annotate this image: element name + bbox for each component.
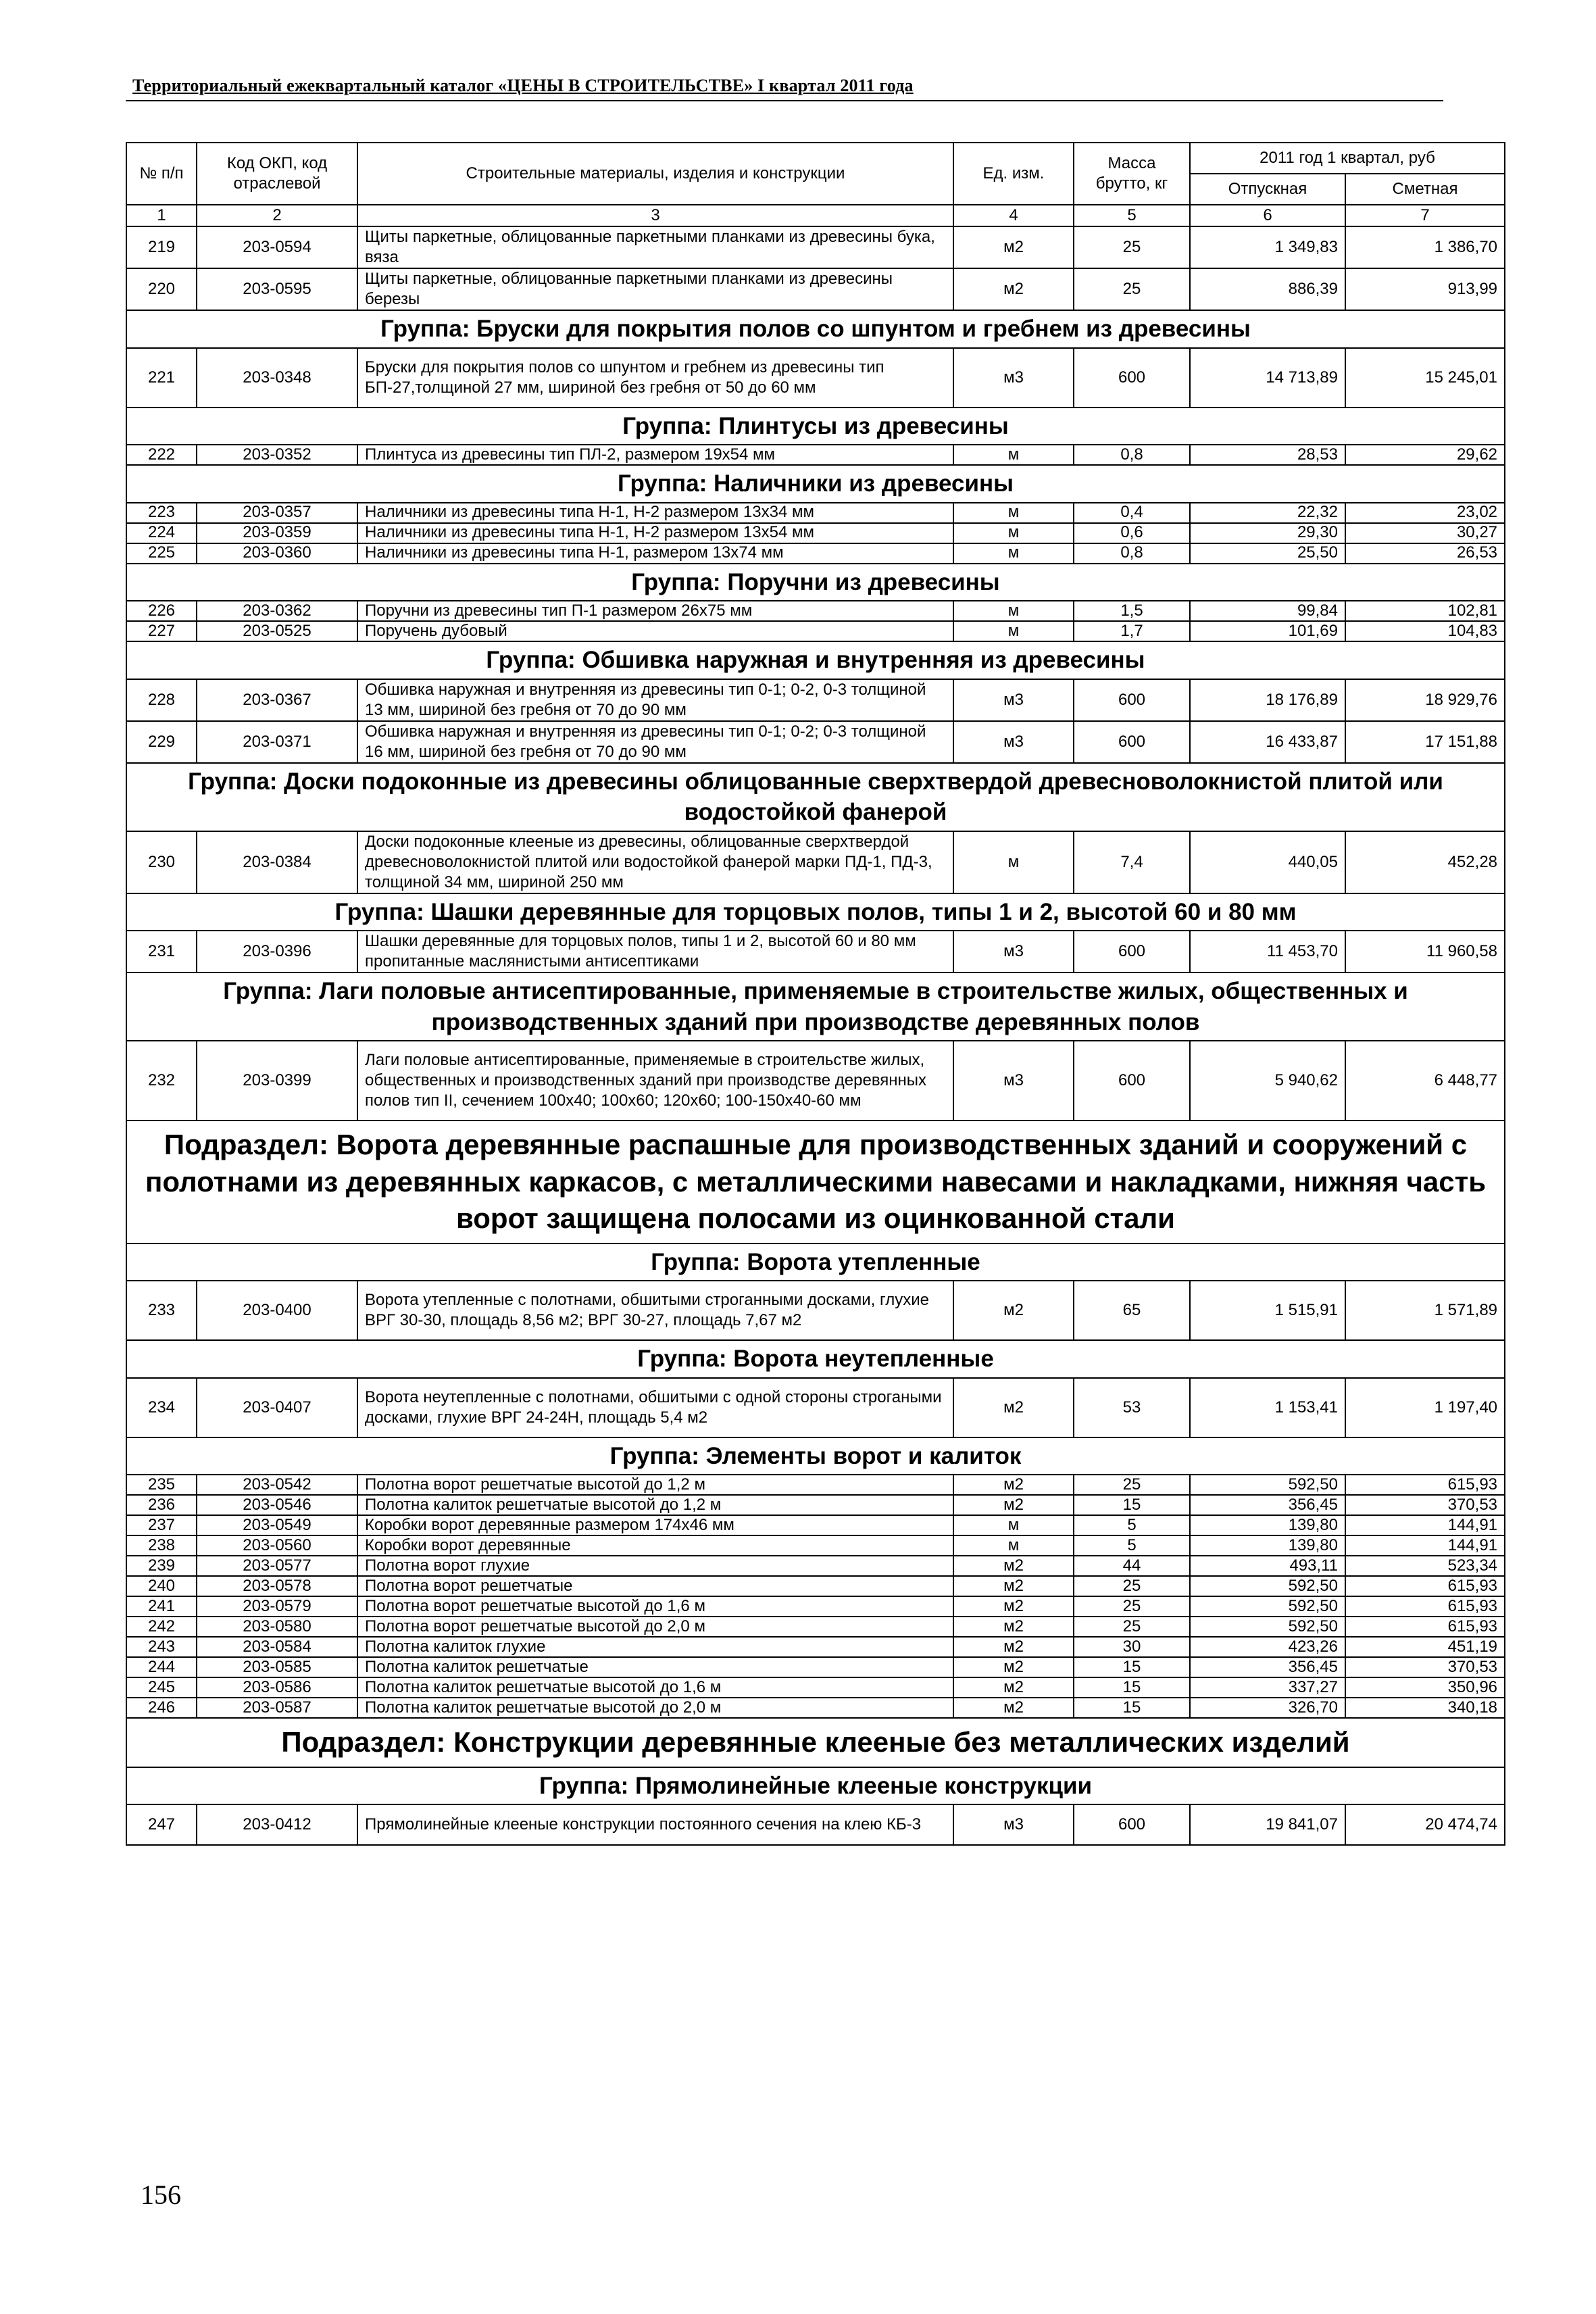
unit: м2 — [953, 1596, 1074, 1617]
unit: м2 — [953, 1475, 1074, 1495]
item-name: Наличники из древесины типа Н-1, размером 13х74 мм — [357, 543, 953, 564]
group-heading: Группа: Поручни из древесины — [126, 564, 1505, 601]
unit: м2 — [953, 1556, 1074, 1576]
okp-code: 203-0594 — [197, 226, 357, 268]
group-heading: Группа: Наличники из древесины — [126, 465, 1505, 503]
price-estimate: 451,19 — [1345, 1637, 1505, 1657]
price-sale: 1 515,91 — [1190, 1281, 1345, 1340]
price-estimate: 23,02 — [1345, 503, 1505, 523]
table-row — [126, 348, 1505, 408]
item-name: Полотна ворот решетчатые высотой до 2,0 м — [357, 1617, 953, 1637]
row-number: 241 — [126, 1596, 197, 1617]
table-row — [126, 226, 1505, 268]
unit: м — [953, 1535, 1074, 1556]
item-name: Полотна калиток решетчатые — [357, 1657, 953, 1677]
subsection-heading-row — [126, 1718, 1505, 1767]
item-name: Прямолинейные клееные конструкции постоянного сечения на клею КБ-3 — [357, 1804, 953, 1845]
unit: м — [953, 601, 1074, 621]
unit: м2 — [953, 1617, 1074, 1637]
table-row — [126, 1515, 1505, 1535]
mass-gross: 600 — [1074, 1804, 1190, 1845]
okp-code: 203-0399 — [197, 1041, 357, 1121]
price-estimate: 20 474,74 — [1345, 1804, 1505, 1845]
col-header-code: Код ОКП, код отраслевой — [197, 143, 357, 205]
row-number: 238 — [126, 1535, 197, 1556]
price-catalog-table — [126, 142, 1505, 1846]
mass-gross: 600 — [1074, 1041, 1190, 1121]
unit: м2 — [953, 1637, 1074, 1657]
price-estimate: 29,62 — [1345, 445, 1505, 465]
mass-gross: 44 — [1074, 1556, 1190, 1576]
row-number: 224 — [126, 523, 197, 543]
price-sale: 1 349,83 — [1190, 226, 1345, 268]
mass-gross: 15 — [1074, 1495, 1190, 1515]
table-row — [126, 1677, 1505, 1698]
price-sale: 423,26 — [1190, 1637, 1345, 1657]
table-row — [126, 1617, 1505, 1637]
unit: м2 — [953, 1576, 1074, 1596]
price-estimate: 452,28 — [1345, 831, 1505, 893]
row-number: 243 — [126, 1637, 197, 1657]
price-estimate: 11 960,58 — [1345, 931, 1505, 973]
price-sale: 101,69 — [1190, 621, 1345, 641]
item-name: Обшивка наружная и внутренняя из древесины тип 0-1; 0-2, 0-3 толщиной 13 мм, шириной без гребня от 70 до 90 мм — [357, 679, 953, 721]
unit: м — [953, 621, 1074, 641]
col-number: 1 — [126, 205, 197, 226]
mass-gross: 25 — [1074, 1617, 1190, 1637]
mass-gross: 25 — [1074, 1596, 1190, 1617]
col-number: 5 — [1074, 205, 1190, 226]
okp-code: 203-0584 — [197, 1637, 357, 1657]
item-name: Полотна калиток решетчатые высотой до 2,0 м — [357, 1698, 953, 1718]
row-number: 231 — [126, 931, 197, 973]
mass-gross: 65 — [1074, 1281, 1190, 1340]
price-sale: 99,84 — [1190, 601, 1345, 621]
item-name: Наличники из древесины типа Н-1, Н-2 размером 13х54 мм — [357, 523, 953, 543]
col-number: 2 — [197, 205, 357, 226]
okp-code: 203-0348 — [197, 348, 357, 408]
row-number: 221 — [126, 348, 197, 408]
subsection-heading: Подраздел: Конструкции деревянные клееные без металлических изделий — [126, 1718, 1505, 1767]
price-sale: 11 453,70 — [1190, 931, 1345, 973]
price-estimate: 104,83 — [1345, 621, 1505, 641]
row-number: 220 — [126, 268, 197, 310]
col-number: 6 — [1190, 205, 1345, 226]
group-heading-row — [126, 763, 1505, 831]
col-header-period: 2011 год 1 квартал, руб — [1190, 143, 1505, 174]
unit: м — [953, 543, 1074, 564]
row-number: 242 — [126, 1617, 197, 1637]
row-number: 240 — [126, 1576, 197, 1596]
col-number: 7 — [1345, 205, 1505, 226]
row-number: 236 — [126, 1495, 197, 1515]
okp-code: 203-0384 — [197, 831, 357, 893]
table-row — [126, 1041, 1505, 1121]
mass-gross: 600 — [1074, 931, 1190, 973]
okp-code: 203-0595 — [197, 268, 357, 310]
price-estimate: 1 386,70 — [1345, 226, 1505, 268]
item-name: Полотна калиток глухие — [357, 1637, 953, 1657]
item-name: Полотна калиток решетчатые высотой до 1,2 м — [357, 1495, 953, 1515]
group-heading-row — [126, 408, 1505, 445]
page-number: 156 — [141, 2180, 181, 2210]
okp-code: 203-0549 — [197, 1515, 357, 1535]
group-heading: Группа: Прямолинейные клееные конструкции — [126, 1767, 1505, 1805]
catalog-header: Территориальный ежеквартальный каталог «ЦЕНЫ В СТРОИТЕЛЬСТВЕ» I квартал 2011 года — [132, 76, 914, 95]
table-row — [126, 1657, 1505, 1677]
price-estimate: 370,53 — [1345, 1657, 1505, 1677]
okp-code: 203-0407 — [197, 1378, 357, 1437]
price-sale: 592,50 — [1190, 1596, 1345, 1617]
group-heading: Группа: Ворота неутепленные — [126, 1340, 1505, 1378]
okp-code: 203-0525 — [197, 621, 357, 641]
price-estimate: 340,18 — [1345, 1698, 1505, 1718]
price-sale: 22,32 — [1190, 503, 1345, 523]
price-sale: 19 841,07 — [1190, 1804, 1345, 1845]
item-name: Ворота неутепленные с полотнами, обшитыми с одной стороны строгаными досками, глухие ВРГ 24-24Н, площадь 5,4 м2 — [357, 1378, 953, 1437]
item-name: Полотна ворот решетчатые — [357, 1576, 953, 1596]
item-name: Коробки ворот деревянные размером 174х46 мм — [357, 1515, 953, 1535]
item-name: Полотна ворот решетчатые высотой до 1,6 м — [357, 1596, 953, 1617]
okp-code: 203-0546 — [197, 1495, 357, 1515]
okp-code: 203-0412 — [197, 1804, 357, 1845]
price-estimate: 350,96 — [1345, 1677, 1505, 1698]
item-name: Плинтуса из древесины тип ПЛ-2, размером 19х54 мм — [357, 445, 953, 465]
item-name: Доски подоконные клееные из древесины, облицованные сверхтвердой древесноволокнистой плитой или водостойкой фанерой марки ПД-1, ПД-3, толщиной 34 мм, шириной 250 мм — [357, 831, 953, 893]
unit: м3 — [953, 721, 1074, 763]
okp-code: 203-0586 — [197, 1677, 357, 1698]
mass-gross: 1,5 — [1074, 601, 1190, 621]
unit: м3 — [953, 931, 1074, 973]
price-estimate: 6 448,77 — [1345, 1041, 1505, 1121]
row-number: 247 — [126, 1804, 197, 1845]
price-sale: 5 940,62 — [1190, 1041, 1345, 1121]
price-sale: 326,70 — [1190, 1698, 1345, 1718]
price-sale: 29,30 — [1190, 523, 1345, 543]
table-row — [126, 1475, 1505, 1495]
okp-code: 203-0352 — [197, 445, 357, 465]
item-name: Полотна ворот решетчатые высотой до 1,2 м — [357, 1475, 953, 1495]
row-number: 227 — [126, 621, 197, 641]
price-estimate: 913,99 — [1345, 268, 1505, 310]
row-number: 245 — [126, 1677, 197, 1698]
table-row — [126, 1804, 1505, 1845]
price-sale: 592,50 — [1190, 1576, 1345, 1596]
group-heading-row — [126, 310, 1505, 348]
group-heading-row — [126, 1244, 1505, 1281]
price-estimate: 615,93 — [1345, 1617, 1505, 1637]
group-heading-row — [126, 1437, 1505, 1475]
mass-gross: 5 — [1074, 1515, 1190, 1535]
mass-gross: 600 — [1074, 348, 1190, 408]
table-row — [126, 721, 1505, 763]
price-sale: 139,80 — [1190, 1535, 1345, 1556]
okp-code: 203-0400 — [197, 1281, 357, 1340]
col-number: 3 — [357, 205, 953, 226]
item-name: Ворота утепленные с полотнами, обшитыми строганными досками, глухие ВРГ 30-30, площадь 8,56 м2; ВРГ 30-27, площадь 7,67 м2 — [357, 1281, 953, 1340]
mass-gross: 0,6 — [1074, 523, 1190, 543]
price-sale: 28,53 — [1190, 445, 1345, 465]
item-name: Щиты паркетные, облицованные паркетными планками из древесины березы — [357, 268, 953, 310]
unit: м — [953, 503, 1074, 523]
mass-gross: 600 — [1074, 679, 1190, 721]
group-heading: Группа: Ворота утепленные — [126, 1244, 1505, 1281]
row-number: 244 — [126, 1657, 197, 1677]
item-name: Коробки ворот деревянные — [357, 1535, 953, 1556]
header-row-top — [126, 143, 1505, 174]
okp-code: 203-0542 — [197, 1475, 357, 1495]
price-estimate: 523,34 — [1345, 1556, 1505, 1576]
price-sale: 592,50 — [1190, 1617, 1345, 1637]
subsection-heading-row — [126, 1121, 1505, 1244]
mass-gross: 25 — [1074, 1475, 1190, 1495]
mass-gross: 53 — [1074, 1378, 1190, 1437]
table-row — [126, 268, 1505, 310]
mass-gross: 1,7 — [1074, 621, 1190, 641]
price-estimate: 18 929,76 — [1345, 679, 1505, 721]
row-number: 229 — [126, 721, 197, 763]
mass-gross: 600 — [1074, 721, 1190, 763]
unit: м2 — [953, 1378, 1074, 1437]
okp-code: 203-0579 — [197, 1596, 357, 1617]
row-number: 230 — [126, 831, 197, 893]
price-estimate: 1 571,89 — [1345, 1281, 1505, 1340]
item-name: Бруски для покрытия полов со шпунтом и гребнем из древесины тип БП-27,толщиной 27 мм, шириной без гребня от 50 до 60 мм — [357, 348, 953, 408]
price-sale: 16 433,87 — [1190, 721, 1345, 763]
price-sale: 139,80 — [1190, 1515, 1345, 1535]
price-sale: 886,39 — [1190, 268, 1345, 310]
okp-code: 203-0585 — [197, 1657, 357, 1677]
table-row — [126, 503, 1505, 523]
row-number: 228 — [126, 679, 197, 721]
okp-code: 203-0578 — [197, 1576, 357, 1596]
okp-code: 203-0357 — [197, 503, 357, 523]
okp-code: 203-0371 — [197, 721, 357, 763]
price-estimate: 30,27 — [1345, 523, 1505, 543]
table-row — [126, 1698, 1505, 1718]
table-row — [126, 1556, 1505, 1576]
group-heading: Группа: Доски подоконные из древесины облицованные сверхтвердой древесноволокнистой плитой или водостойкой фанерой — [126, 763, 1505, 831]
mass-gross: 25 — [1074, 268, 1190, 310]
mass-gross: 15 — [1074, 1677, 1190, 1698]
price-sale: 14 713,89 — [1190, 348, 1345, 408]
group-heading-row — [126, 893, 1505, 931]
okp-code: 203-0362 — [197, 601, 357, 621]
table-row — [126, 679, 1505, 721]
group-heading: Группа: Плинтусы из древесины — [126, 408, 1505, 445]
okp-code: 203-0560 — [197, 1535, 357, 1556]
table-row — [126, 543, 1505, 564]
row-number: 239 — [126, 1556, 197, 1576]
item-name: Обшивка наружная и внутренняя из древесины тип 0-1; 0-2; 0-3 толщиной 16 мм, шириной без гребня от 70 до 90 мм — [357, 721, 953, 763]
table-row — [126, 1576, 1505, 1596]
unit: м2 — [953, 1677, 1074, 1698]
mass-gross: 25 — [1074, 226, 1190, 268]
unit: м — [953, 1515, 1074, 1535]
unit: м3 — [953, 679, 1074, 721]
table-row — [126, 601, 1505, 621]
row-number: 246 — [126, 1698, 197, 1718]
group-heading: Группа: Шашки деревянные для торцовых полов, типы 1 и 2, высотой 60 и 80 мм — [126, 893, 1505, 931]
col-header-sale: Отпускная — [1190, 174, 1345, 205]
item-name: Полотна ворот глухие — [357, 1556, 953, 1576]
unit: м — [953, 831, 1074, 893]
table-row — [126, 1378, 1505, 1437]
price-estimate: 144,91 — [1345, 1515, 1505, 1535]
table-row — [126, 523, 1505, 543]
price-estimate: 615,93 — [1345, 1475, 1505, 1495]
unit: м3 — [953, 348, 1074, 408]
row-number: 235 — [126, 1475, 197, 1495]
price-sale: 25,50 — [1190, 543, 1345, 564]
unit: м2 — [953, 1657, 1074, 1677]
group-heading-row — [126, 1340, 1505, 1378]
price-sale: 356,45 — [1190, 1657, 1345, 1677]
unit: м3 — [953, 1804, 1074, 1845]
mass-gross: 25 — [1074, 1576, 1190, 1596]
group-heading: Группа: Бруски для покрытия полов со шпунтом и гребнем из древесины — [126, 310, 1505, 348]
table-row — [126, 1281, 1505, 1340]
row-number: 225 — [126, 543, 197, 564]
unit: м2 — [953, 1495, 1074, 1515]
okp-code: 203-0359 — [197, 523, 357, 543]
row-number: 232 — [126, 1041, 197, 1121]
table-row — [126, 831, 1505, 893]
okp-code: 203-0580 — [197, 1617, 357, 1637]
item-name: Поручень дубовый — [357, 621, 953, 641]
price-sale: 18 176,89 — [1190, 679, 1345, 721]
header-rule — [126, 100, 1443, 101]
price-estimate: 615,93 — [1345, 1596, 1505, 1617]
price-estimate: 15 245,01 — [1345, 348, 1505, 408]
item-name: Поручни из древесины тип П-1 размером 26х75 мм — [357, 601, 953, 621]
table-row — [126, 621, 1505, 641]
subsection-heading: Подраздел: Ворота деревянные распашные для производственных зданий и сооружений с полотнами из деревянных каркасов, с металлическими навесами и накладками, нижняя часть ворот защищена полосами из оцинкованной стали — [126, 1121, 1505, 1244]
item-name: Щиты паркетные, облицованные паркетными планками из древесины бука, вяза — [357, 226, 953, 268]
unit: м2 — [953, 226, 1074, 268]
price-estimate: 17 151,88 — [1345, 721, 1505, 763]
price-sale: 592,50 — [1190, 1475, 1345, 1495]
price-estimate: 615,93 — [1345, 1576, 1505, 1596]
table-row — [126, 1637, 1505, 1657]
okp-code: 203-0367 — [197, 679, 357, 721]
column-number-row — [126, 205, 1505, 226]
row-number: 237 — [126, 1515, 197, 1535]
group-heading: Группа: Лаги половые антисептированные, применяемые в строительстве жилых, общественных и производственных зданий при производстве деревянных полов — [126, 973, 1505, 1041]
unit: м3 — [953, 1041, 1074, 1121]
mass-gross: 15 — [1074, 1698, 1190, 1718]
okp-code: 203-0587 — [197, 1698, 357, 1718]
group-heading-row — [126, 465, 1505, 503]
col-number: 4 — [953, 205, 1074, 226]
price-sale: 337,27 — [1190, 1677, 1345, 1698]
unit: м2 — [953, 1281, 1074, 1340]
price-sale: 356,45 — [1190, 1495, 1345, 1515]
price-sale: 493,11 — [1190, 1556, 1345, 1576]
row-number: 234 — [126, 1378, 197, 1437]
group-heading: Группа: Элементы ворот и калиток — [126, 1437, 1505, 1475]
table-row — [126, 1596, 1505, 1617]
price-sale: 1 153,41 — [1190, 1378, 1345, 1437]
mass-gross: 0,8 — [1074, 445, 1190, 465]
group-heading-row — [126, 973, 1505, 1041]
table-row — [126, 1495, 1505, 1515]
price-estimate: 102,81 — [1345, 601, 1505, 621]
item-name: Лаги половые антисептированные, применяемые в строительстве жилых, общественных и производственных зданий при производстве деревянных полов тип II, сечением 100х40; 100х60; 120х60; 100-150х40-60 мм — [357, 1041, 953, 1121]
mass-gross: 7,4 — [1074, 831, 1190, 893]
col-header-estimate: Сметная — [1345, 174, 1505, 205]
mass-gross: 5 — [1074, 1535, 1190, 1556]
item-name: Шашки деревянные для торцовых полов, типы 1 и 2, высотой 60 и 80 мм пропитанные маслянистыми антисептиками — [357, 931, 953, 973]
unit: м — [953, 523, 1074, 543]
unit: м2 — [953, 1698, 1074, 1718]
row-number: 219 — [126, 226, 197, 268]
mass-gross: 0,4 — [1074, 503, 1190, 523]
okp-code: 203-0360 — [197, 543, 357, 564]
item-name: Наличники из древесины типа Н-1, Н-2 размером 13х34 мм — [357, 503, 953, 523]
group-heading-row — [126, 1767, 1505, 1805]
col-header-mass: Масса брутто, кг — [1074, 143, 1190, 205]
table-row — [126, 931, 1505, 973]
mass-gross: 30 — [1074, 1637, 1190, 1657]
price-estimate: 144,91 — [1345, 1535, 1505, 1556]
unit: м2 — [953, 268, 1074, 310]
item-name: Полотна калиток решетчатые высотой до 1,6 м — [357, 1677, 953, 1698]
col-header-num: № п/п — [126, 143, 197, 205]
col-header-name: Строительные материалы, изделия и конструкции — [357, 143, 953, 205]
row-number: 233 — [126, 1281, 197, 1340]
table-body — [126, 143, 1505, 1845]
group-heading: Группа: Обшивка наружная и внутренняя из древесины — [126, 641, 1505, 679]
table-row — [126, 1535, 1505, 1556]
mass-gross: 15 — [1074, 1657, 1190, 1677]
col-header-unit: Ед. изм. — [953, 143, 1074, 205]
unit: м — [953, 445, 1074, 465]
price-estimate: 26,53 — [1345, 543, 1505, 564]
mass-gross: 0,8 — [1074, 543, 1190, 564]
price-estimate: 1 197,40 — [1345, 1378, 1505, 1437]
okp-code: 203-0577 — [197, 1556, 357, 1576]
group-heading-row — [126, 641, 1505, 679]
okp-code: 203-0396 — [197, 931, 357, 973]
table-row — [126, 445, 1505, 465]
price-estimate: 370,53 — [1345, 1495, 1505, 1515]
row-number: 222 — [126, 445, 197, 465]
price-sale: 440,05 — [1190, 831, 1345, 893]
row-number: 226 — [126, 601, 197, 621]
group-heading-row — [126, 564, 1505, 601]
row-number: 223 — [126, 503, 197, 523]
